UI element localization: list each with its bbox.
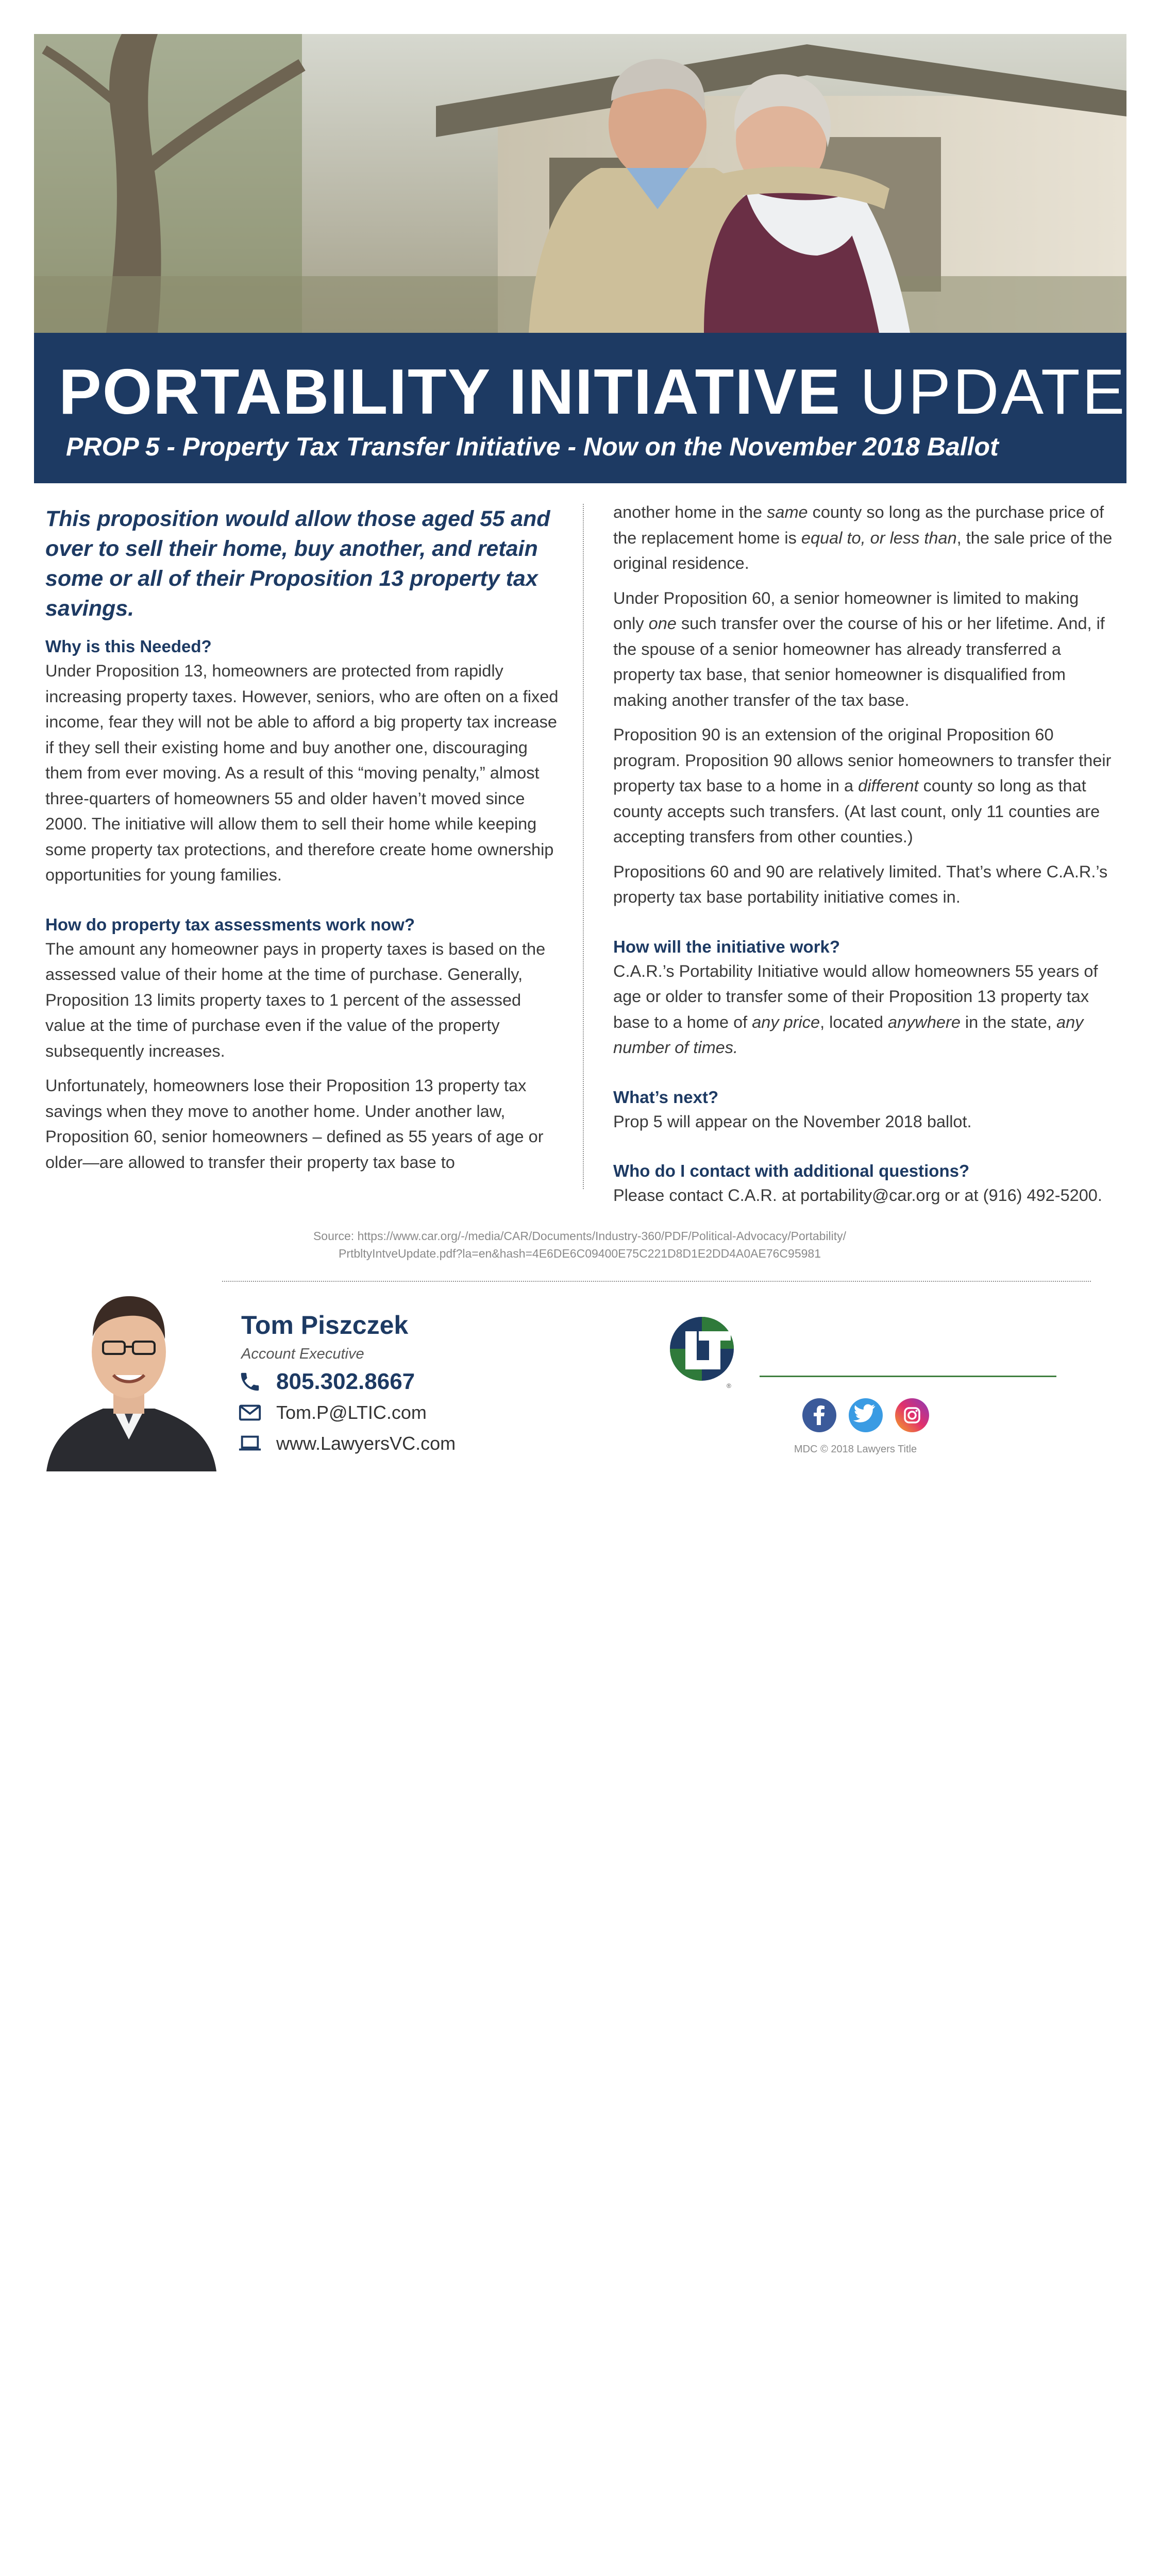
lt-monogram-icon — [665, 1313, 742, 1390]
page-title-light: UPDATE — [860, 357, 1127, 428]
lawyers-title-logo — [665, 1313, 1067, 1390]
agent-email-text: Tom.P@LTIC.com — [276, 1402, 427, 1423]
source-line-2: PrtbltyIntveUpdate.pdf?la=en&hash=4E6DE6C09400E75C221D8D1E2DD4A0AE76C95981 — [339, 1247, 821, 1260]
paragraph-same-county: another home in the same county so long as the purchase price of the replacement home is equal to, or less than, the sale price of the original residence. — [613, 503, 1113, 572]
twitter-icon — [849, 1398, 883, 1432]
agent-phone[interactable] — [238, 1368, 415, 1395]
paragraph-why-needed: Under Proposition 13, homeowners are protected from rapidly increasing property taxes. However, seniors, who are often on a fixed income, fear they will not be able to afford a big property tax increase if they sell their existing home and buy another one, discouraging them from ever moving. As a result of this “moving penalty,” almost three-quarters of homeowners 55 and older haven’t moved since 2000. The initiative will allow them to sell their home while keeping some property tax protections, and therefore create home ownership opportunities for young families. — [45, 662, 559, 884]
lead-statement: This proposition would allow those aged 55 and over to sell their home, buy another, and retain some or all of their Proposition 13 property tax savings. — [45, 506, 550, 621]
instagram-icon — [895, 1398, 929, 1432]
left-column — [45, 500, 561, 1184]
heading-whats-next: What’s next? — [613, 1087, 719, 1107]
heading-assessments: How do property tax assessments work now? — [45, 914, 415, 934]
agent-email[interactable] — [238, 1399, 427, 1426]
agent-phone-text: 805.302.8667 — [276, 1369, 415, 1394]
laptop-icon — [238, 1432, 262, 1455]
agent-website-text: www.LawyersVC.com — [276, 1433, 456, 1454]
source-citation — [155, 1227, 1005, 1262]
copyright-notice: MDC © 2018 Lawyers Title — [794, 1444, 917, 1455]
page-title — [59, 353, 1126, 431]
paragraph-how-work: C.A.R.’s Portability Initiative would allow homeowners 55 years of age or older to transfer some of their Proposition 13 property tax base to a home of any price, located anywhere in the state, any number of times. — [613, 961, 1098, 1057]
agent-website[interactable] — [238, 1430, 456, 1457]
facebook-icon — [802, 1398, 836, 1432]
column-divider — [583, 504, 584, 1189]
hero-photo — [34, 34, 1126, 333]
logo-underline — [760, 1376, 1056, 1377]
heading-why-needed: Why is this Needed? — [45, 637, 212, 656]
couple-photo-illustration — [34, 34, 1126, 333]
agent-name: Tom Piszczek — [241, 1311, 409, 1340]
paragraph-contact: Please contact C.A.R. at portability@car.org or at (916) 492-5200. — [613, 1186, 1102, 1205]
twitter-link[interactable] — [849, 1398, 883, 1432]
phone-icon — [238, 1370, 262, 1394]
envelope-icon — [238, 1401, 262, 1425]
agent-headshot — [36, 1269, 222, 1471]
right-column — [613, 500, 1113, 1218]
heading-contact: Who do I contact with additional questions? — [613, 1161, 970, 1180]
paragraph-prop-60-limit: Under Proposition 60, a senior homeowner is limited to making only one such transfer over the course of his or her lifetime. And, if the spouse of a senior homeowner has already transferred a property tax base, that senior homeowner is disqualified from making another transfer of the tax base. — [613, 588, 1105, 709]
page-title-bold: PORTABILITY INITIATIVE — [59, 357, 842, 428]
paragraph-prop-60-intro: Unfortunately, homeowners lose their Proposition 13 property tax savings when they move to another home. Under another law, Proposition 60, senior homeowners – defined as 55 years of age or older—are allowed to transfer their property tax base to — [45, 1076, 544, 1172]
source-line-1: Source: https://www.car.org/-/media/CAR/Documents/Industry-360/PDF/Political-Advocacy/Portability/ — [313, 1229, 847, 1243]
heading-how-work: How will the initiative work? — [613, 937, 840, 956]
paragraph-limited: Propositions 60 and 90 are relatively limited. That’s where C.A.R.’s property tax base portability initiative comes in. — [613, 862, 1108, 906]
svg-text:®: ® — [727, 1382, 731, 1389]
instagram-link[interactable] — [895, 1398, 929, 1432]
facebook-link[interactable] — [802, 1398, 836, 1432]
agent-title: Account Executive — [241, 1346, 364, 1362]
title-banner — [34, 333, 1126, 483]
paragraph-prop-90: Proposition 90 is an extension of the original Proposition 60 program. Proposition 90 allows senior homeowners to transfer their property tax base to a home in a different county so long as that county accepts such transfers. (At last count, only 11 counties are accepting transfers from other counties.) — [613, 725, 1112, 846]
paragraph-whats-next: Prop 5 will appear on the November 2018 ballot. — [613, 1112, 972, 1131]
page-subtitle: PROP 5 - Property Tax Transfer Initiative - Now on the November 2018 Ballot — [66, 432, 999, 461]
paragraph-assessments: The amount any homeowner pays in property taxes is based on the assessed value of their home at the time of purchase. Generally, Proposition 13 limits property taxes to 1 percent of the assessed value at the time of purchase even if the value of the property subsequently increases. — [45, 939, 546, 1060]
